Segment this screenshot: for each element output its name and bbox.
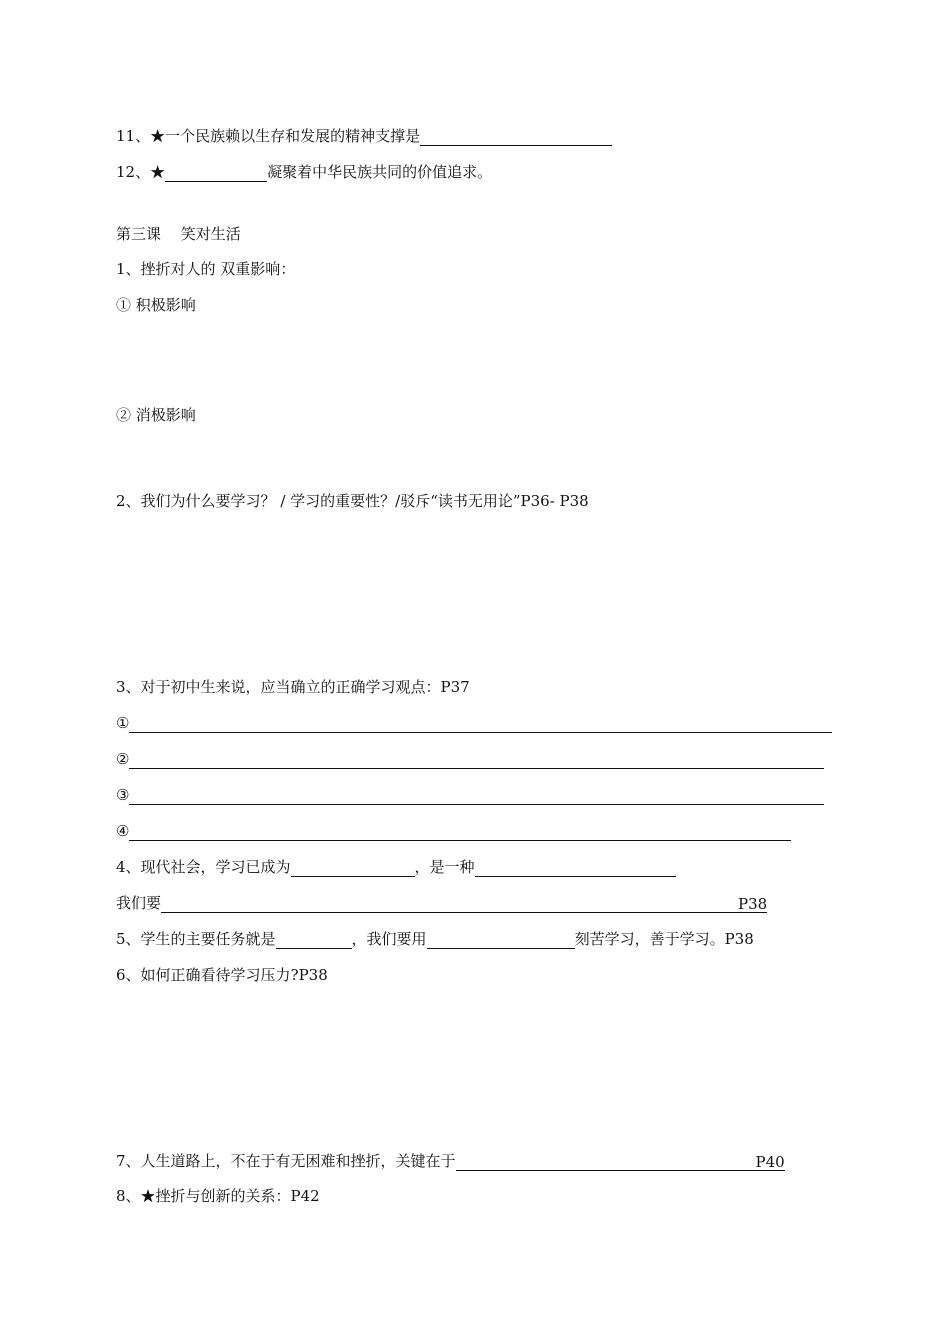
answer-blank[interactable]	[129, 752, 824, 769]
answer-blank[interactable]	[456, 1154, 756, 1171]
question-3-blank-2: ②	[116, 749, 824, 769]
question-1: 1、挫折对人的 双重影响：	[116, 260, 296, 278]
question-2: 2、我们为什么要学习？ / 学习的重要性？/驳斥“读书无用论”P36- P38	[116, 492, 589, 510]
question-11: 11、★一个民族赖以生存和发展的精神支撑是	[116, 126, 612, 146]
question-1-negative: ② 消极影响	[116, 406, 196, 424]
question-3-blank-3: ③	[116, 785, 824, 805]
answer-blank[interactable]	[129, 788, 824, 805]
question-4: 4、现代社会，学习已成为 ，是一种	[116, 857, 676, 877]
answer-blank[interactable]	[165, 165, 267, 182]
question-7: 7、人生道路上，不在于有无困难和挫折，关键在于 P40	[116, 1152, 785, 1171]
answer-blank[interactable]	[129, 824, 791, 841]
answer-blank[interactable]	[291, 860, 415, 877]
question-8: 8、★挫折与创新的关系：P42	[116, 1187, 320, 1205]
answer-blank[interactable]	[276, 932, 352, 949]
answer-blank[interactable]	[427, 932, 575, 949]
question-4-continued: 我们要 P38	[116, 894, 768, 913]
answer-blank[interactable]	[161, 896, 738, 913]
question-12: 12、★ 凝聚着中华民族共同的价值追求。	[116, 163, 493, 181]
answer-blank[interactable]	[475, 860, 676, 877]
question-6: 6、如何正确看待学习压力?P38	[116, 966, 328, 984]
question-5: 5、学生的主要任务就是 ，我们要用 刻苦学习，善于学习。P38	[116, 930, 754, 948]
question-1-positive: ① 积极影响	[116, 296, 196, 314]
answer-blank[interactable]	[420, 129, 612, 146]
answer-blank[interactable]	[129, 716, 832, 733]
question-3-blank-1: ①	[116, 713, 832, 733]
lesson-title: 第三课 笑对生活	[116, 225, 241, 243]
question-3-blank-4: ④	[116, 821, 791, 841]
question-3: 3、对于初中生来说，应当确立的正确学习观点：P37	[116, 678, 470, 696]
